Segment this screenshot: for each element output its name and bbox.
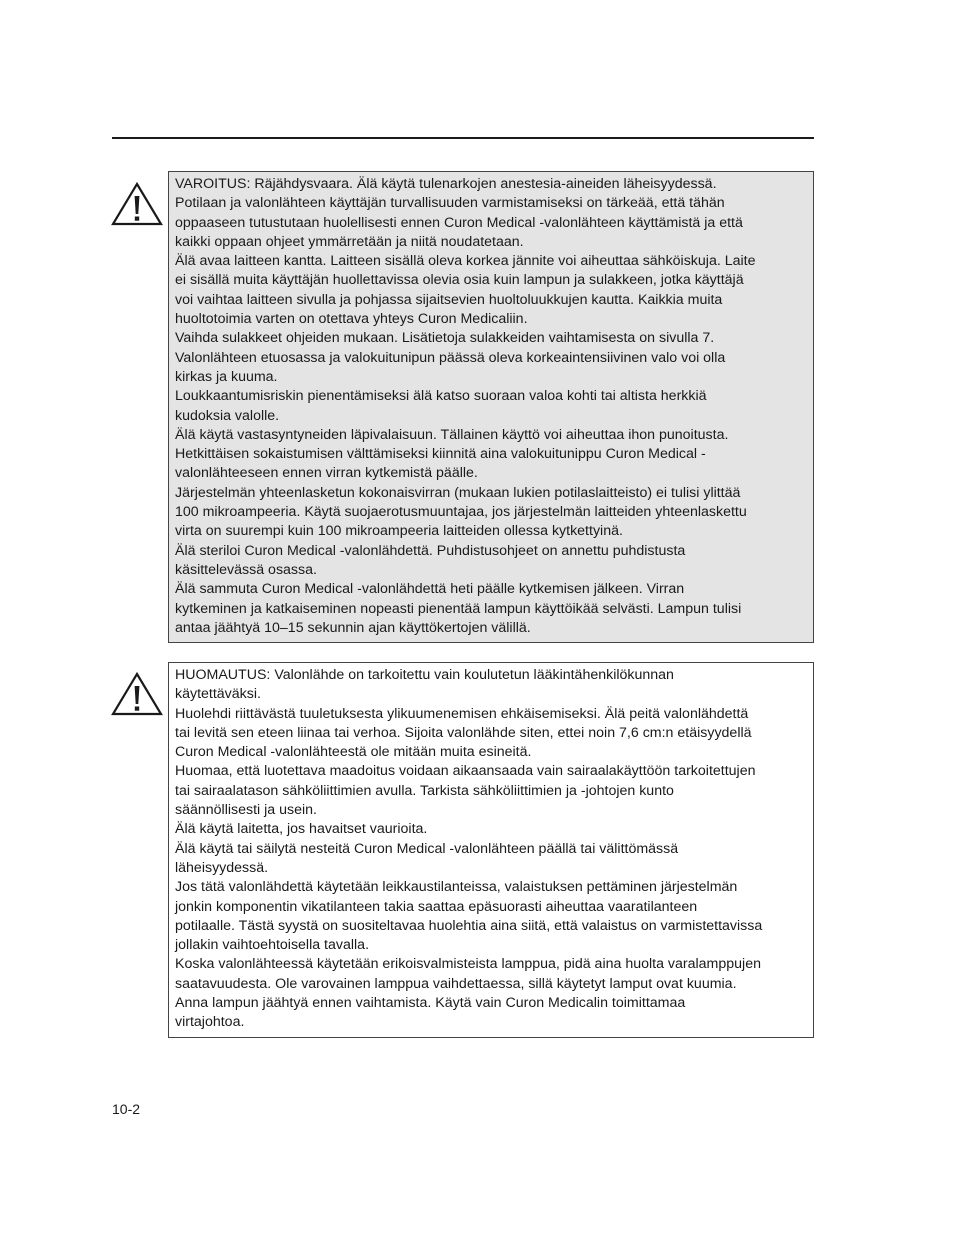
notice-text-line: kudoksia valolle.	[175, 407, 280, 424]
notice-text-line: Anna lampun jäähtyä ennen vaihtamista. Käytä vain Curon Medicalin toimittamaa	[175, 995, 686, 1012]
notice-text-line: käsittelevässä osassa.	[175, 561, 317, 578]
notice-text-line: virtajohtoa.	[175, 1014, 245, 1031]
header-rule	[112, 137, 814, 139]
notice-text-line: Älä avaa laitteen kantta. Laitteen sisällä oleva korkea jännite voi aiheuttaa sähköiskuja. Laite	[175, 253, 756, 270]
notice-text-line: Älä steriloi Curon Medical -valonlähdettä. Puhdistusohjeet on annettu puhdistusta	[175, 542, 686, 559]
notice-text-line: kytkeminen ja katkaiseminen nopeasti pienentää lampun käyttöikää selvästi. Lampun tulisi	[175, 600, 742, 617]
notice-text-line: Loukkaantumisriskin pienentämiseksi älä katso suoraan valoa kohti tai altista herkkiä	[175, 388, 707, 405]
page-number: 10-2	[112, 1101, 141, 1117]
notice-text-line: Huolehdi riittävästä tuuletuksesta ylikuumenemisen ehkäisemiseksi. Älä peitä valonlähdettä	[175, 705, 749, 722]
notice-text-line: kirkas ja kuuma.	[175, 368, 278, 385]
notice-text-line: HUOMAUTUS: Valonlähde on tarkoitettu vain koulutetun lääkintähenkilökunnan	[175, 667, 674, 683]
notice-text-line: Järjestelmän yhteenlasketun kokonaisvirran (mukaan lukien potilaslaitteisto) ei tulisi ylittää	[175, 484, 741, 501]
notice-text-line: ei sisällä muita käyttäjän huollettavissa olevia osia kuin lampun ja sulakkeen, jotka käyttäjä	[175, 272, 744, 289]
notice-text-line: läheisyydessä.	[175, 859, 269, 876]
notice-text-line: potilaalle. Tästä syystä on suositeltavaa huolehtia aina siitä, että valaistus on varmistettavissa	[175, 917, 763, 934]
notice-text-line: tai levitä sen eteen liinaa tai verhoa. Sijoita valonlähde siten, ettei noin 7,6 cm:n etäisyydellä	[175, 724, 752, 741]
notice-text-line: Potilaan ja valonlähteen käyttäjän turvallisuuden varmistamiseksi on tärkeää, että tähän	[175, 195, 725, 212]
notice-text-line: Hetkittäisen sokaistumisen välttämiseksi kiinnitä aina valokuitunippu Curon Medical -	[175, 446, 706, 463]
caution-box	[168, 662, 814, 1038]
notice-text-line: voi vaihtaa laitteen sivulla ja pohjassa sijaitsevien huoltoluukkujen kautta. Kaikkia muita	[175, 291, 723, 308]
warning-box	[168, 171, 814, 643]
notice-text-line: Älä käytä tai säilytä nesteitä Curon Medical -valonlähteen päällä tai välittömässä	[175, 840, 679, 857]
notice-text-line: käytettäväksi.	[175, 686, 261, 703]
notice-text-line: Valonlähteen etuosassa ja valokuitunipun päässä oleva korkeaintensiivinen valo voi olla	[175, 349, 726, 366]
notice-text-line: Koska valonlähteessä käytetään erikoisvalmisteista lamppua, pidä aina huolta varalamppujen	[175, 956, 761, 973]
notice-text-line: Älä käytä vastasyntyneiden läpivalaisuun. Tällainen käyttö voi aiheuttaa ihon punoitusta.	[175, 426, 729, 443]
notice-text-line: jonkin komponentin vikatilanteen takia saattaa epäsuorasti aiheuttaa vaaratilanteen	[175, 898, 698, 915]
notice-text-line: Jos tätä valonlähdettä käytetään leikkaustilanteissa, valaistuksen pettäminen järjestelmän	[175, 879, 738, 896]
notice-text-line: antaa jäähtyä 10–15 sekunnin ajan käyttökertojen välillä.	[175, 619, 531, 636]
notice-text-line: kaikki oppaan ohjeet ymmärretään ja niitä noudatetaan.	[175, 233, 524, 250]
notice-text-line: huoltotoimia varten on otettava yhteys Curon Medicaliin.	[175, 311, 528, 328]
notice-text-line: Vaihda sulakkeet ohjeiden mukaan. Lisätietoja sulakkeiden vaihtamisesta on sivulla 7.	[175, 330, 715, 347]
notice-text-line: oppaaseen tutustutaan huolellisesti ennen Curon Medical -valonlähteen käyttämistä ja että	[175, 214, 743, 231]
notice-text-line: tai sairaalatason sähköliittimien avulla. Tarkista sähköliittimien ja -johtojen kunto	[175, 782, 674, 799]
notice-text-line: valonlähteeseen ennen virran kytkemistä päälle.	[175, 465, 478, 482]
notice-text-line: saatavuudesta. Ole varovainen lamppua vaihdettaessa, sillä käytetyt lamput ovat kuumia.	[175, 975, 737, 992]
notice-text-line: virta on suurempi kuin 100 mikroampeeria laitteiden ollessa kytkettyinä.	[175, 523, 623, 540]
notice-text-line: Älä käytä laitetta, jos havaitset vaurioita.	[175, 821, 428, 838]
notice-text-line: Huomaa, että luotettava maadoitus voidaan aikaansaada vain sairaalakäyttöön tarkoitettujen	[175, 763, 756, 780]
warning-triangle-icon	[110, 181, 164, 227]
notice-text-line: jollakin vaihtoehtoisella tavalla.	[175, 937, 370, 954]
notice-text-line: säännöllisesti ja usein.	[175, 802, 317, 819]
warning-triangle-icon	[110, 671, 164, 717]
notice-text-line: Curon Medical -valonlähteestä ole mitään muita esineitä.	[175, 744, 532, 761]
notice-text-line: VAROITUS: Räjähdysvaara. Älä käytä tulenarkojen anestesia-aineiden läheisyydessä.	[175, 176, 717, 192]
notice-text-line: 100 mikroampeeria. Käytä suojaerotusmuuntajaa, jos järjestelmän laitteiden yhteenlaskettu	[175, 504, 747, 521]
notice-text-line: Älä sammuta Curon Medical -valonlähdettä heti päälle kytkemisen jälkeen. Virran	[175, 581, 685, 598]
